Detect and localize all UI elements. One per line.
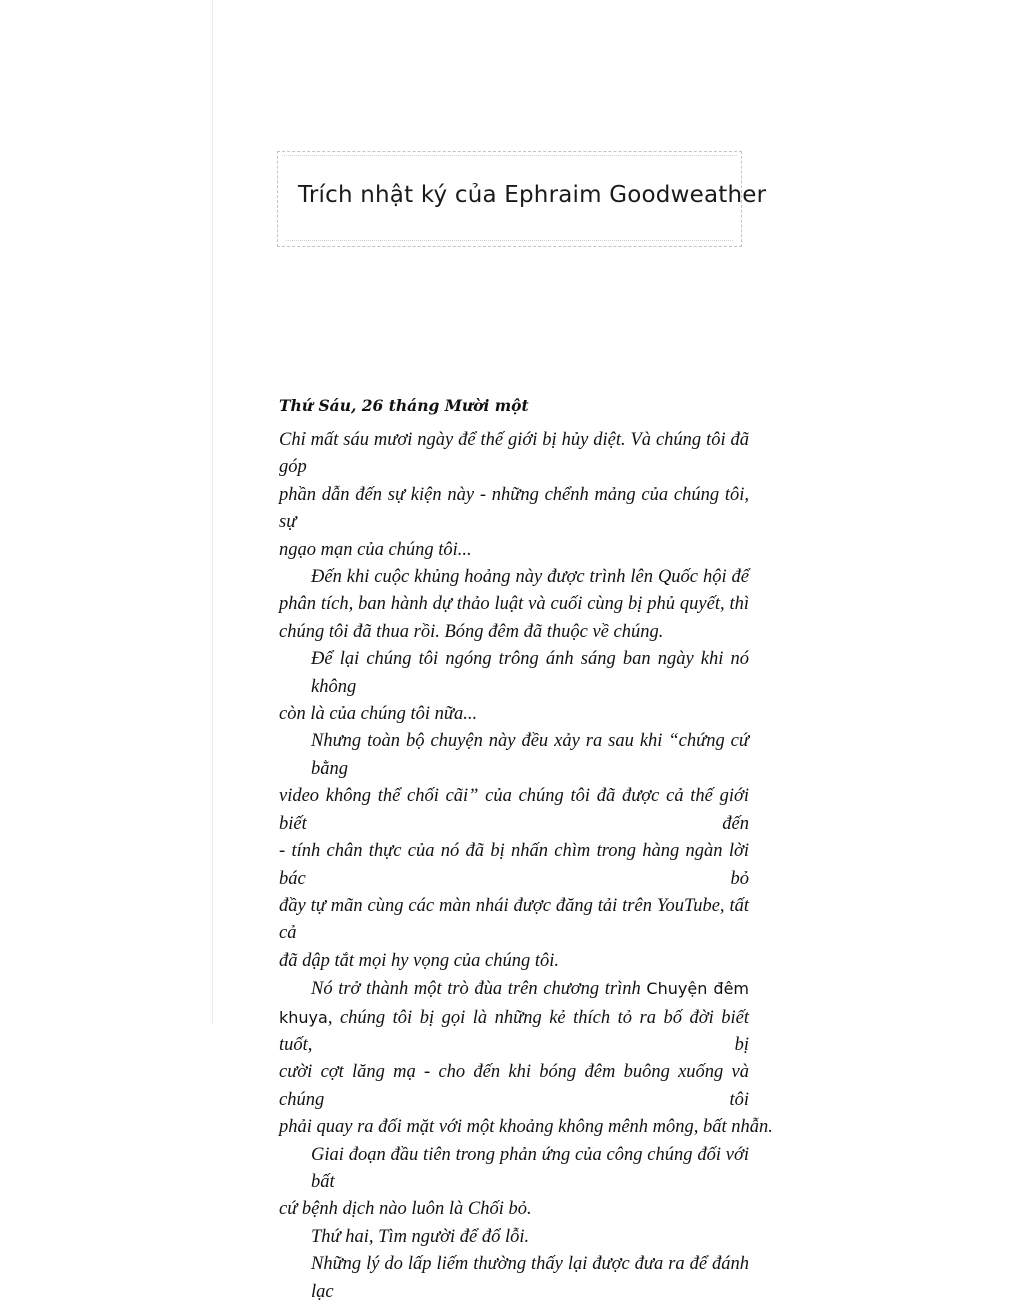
text-line: Đến khi cuộc khủng hoảng này được trình lên Quốc hội để	[311, 567, 749, 588]
text-line: phân tích, ban hành dự thảo luật và cuối cùng bị phủ quyết, thì	[279, 594, 749, 615]
text-line: Chỉ mất sáu mươi ngày để thế giới bị hủy diệt. Và chúng tôi đã góp	[279, 430, 749, 478]
text-line: còn là của chúng tôi nữa...	[279, 704, 478, 725]
text-segment: Nó trở thành một trò đùa trên chương trình	[311, 979, 641, 1000]
text-line: phải quay ra đối mặt với một khoảng không mênh mông, bất nhẫn.	[279, 1117, 773, 1138]
text-line: Nhưng toàn bộ chuyện này đều xảy ra sau khi “chứng cứ bằng	[311, 731, 749, 779]
text-line: đầy tự mãn cùng các màn nhái được đăng tải trên YouTube, tất cả	[279, 895, 749, 944]
text-line: - tính chân thực của nó đã bị nhấn chìm trong hàng ngàn lời bác bỏ	[279, 841, 749, 889]
page-edge-divider	[212, 0, 213, 1024]
text-line: Giai đoạn đầu tiên trong phản ứng của công chúng đối với bất	[311, 1144, 749, 1192]
text-line: Để lại chúng tôi ngóng trông ánh sáng ban ngày khi nó không	[311, 649, 749, 697]
text-line	[279, 1004, 749, 1060]
chapter-title: Trích nhật ký của Ephraim Goodweather	[298, 182, 767, 208]
text-line: Thứ hai, Tìm người để đổ lỗi.	[311, 1226, 530, 1247]
show-title-text: khuya	[279, 1007, 328, 1027]
text-line: đã dập tắt mọi hy vọng của chúng tôi.	[279, 950, 560, 971]
text-segment: , chúng tôi bị gọi là những kẻ thích tỏ ra bố đời biết tuốt, bị	[279, 1007, 749, 1055]
text-line	[279, 975, 749, 1003]
text-line: chúng tôi đã thua rồi. Bóng đêm đã thuộc về chúng.	[279, 621, 664, 642]
text-line: cứ bệnh dịch nào luôn là Chối bỏ.	[279, 1199, 532, 1220]
text-line: video không thể chối cãi” của chúng tôi đã được cả thế giới biết đến	[279, 786, 749, 834]
diary-body-text	[279, 427, 773, 1306]
text-line: phần dẫn đến sự kiện này - những chểnh mảng của chúng tôi, sự	[279, 484, 749, 533]
show-title-text: Chuyện đêm	[646, 979, 750, 999]
text-line: cười cợt lăng mạ - cho đến khi bóng đêm buông xuống và chúng tôi	[279, 1062, 749, 1110]
text-line: Những lý do lấp liếm thường thấy lại được đưa ra để đánh lạc	[311, 1254, 749, 1302]
chapter-title-box	[277, 151, 767, 247]
text-line: ngạo mạn của chúng tôi...	[279, 539, 472, 560]
entry-date-heading: Thứ Sáu, 26 tháng Mười một	[279, 396, 529, 415]
